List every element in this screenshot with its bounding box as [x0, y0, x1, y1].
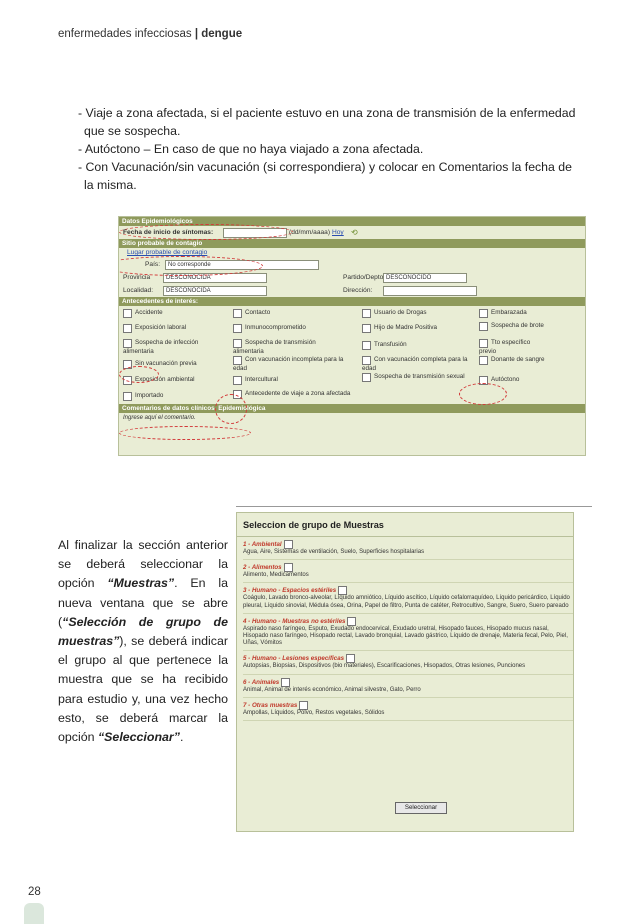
checkbox-hijo-madre-positiva[interactable]: Hijo de Madre Positiva [362, 324, 472, 333]
checkbox-sin-vacunacion[interactable]: Sin vacunación previa [123, 360, 233, 369]
comentario-input[interactable]: Ingrese aquí el comentario. [123, 415, 196, 421]
group-items: Animal, Animal de interés económico, Animal silvestre, Gato, Perro [243, 687, 573, 698]
bullet-line: la misma. [84, 178, 137, 192]
paragraph-text: Al finalizar la sección anterior se deberá seleccionar la opción [58, 538, 228, 591]
section-bar-comentarios: Comentarios de datos clínicos, Epidemiológica [119, 404, 585, 413]
provincia-label: Provincia [123, 274, 151, 281]
partido-select[interactable]: DESCONOCIDO [383, 273, 467, 283]
header-section: enfermedades infecciosas [58, 28, 192, 40]
group-checkbox[interactable] [338, 586, 347, 595]
antecedentes-grid [119, 306, 585, 404]
provincia-select[interactable]: DESCONOCIDA [163, 273, 267, 283]
bullet-line: que se sospecha. [84, 124, 181, 138]
hoy-link[interactable]: Hoy [332, 229, 344, 236]
group-checkbox[interactable] [346, 654, 355, 663]
comentario-row [119, 413, 585, 423]
bullet-line: - Viaje a zona afectada, si el paciente estuvo en una zona de transmisión de la enfermedad [78, 106, 576, 120]
group-items: Autopsias, Biopsias, Dispositivos (bio materiales), Escarificaciones, Hisopados, Otras lesiones, Punciones [243, 663, 573, 674]
bullet-list [78, 104, 588, 194]
sample-group-screenshot [236, 512, 574, 832]
sample-group-3 [237, 583, 573, 613]
sample-group-4 [237, 614, 573, 652]
checkbox-accidente[interactable]: Accidente [123, 309, 233, 318]
checkbox-importado[interactable]: Importado [123, 392, 233, 401]
checkbox-transmision-sexual[interactable]: Sospecha de transmisión sexual [362, 373, 477, 382]
checkbox-vacunacion-incompleta[interactable]: Con vacunación incompleta para la edad [233, 356, 344, 372]
term-seleccion-grupo: “Selección de grupo de muestras” [58, 614, 228, 649]
checkbox-vacunacion-completa[interactable]: Con vacunación completa para la edad [362, 356, 468, 372]
checkbox-viaje-zona-afectada[interactable]: Antecedente de viaje a zona afectada [233, 390, 353, 399]
paragraph-text: . En la nueva ventana que se abre ( [58, 576, 228, 629]
highlight-ellipse [119, 426, 251, 440]
checkbox-sospecha-brote[interactable]: Sospecha de brote [479, 322, 549, 331]
checkbox-tto-especifico[interactable]: Tto específico previo [479, 339, 531, 355]
sample-group-5 [237, 651, 573, 674]
highlight-ellipse [215, 394, 247, 424]
paragraph-text: ), se deberá indicar el grupo al que pertenece la muestra que se ha recibido para estudio y, una vez hecho esto, se deberá marcar la opción [58, 634, 228, 745]
group-items: Agua, Aire, Sistemas de ventilación, Suelo, Superficies hospitalarias [243, 549, 573, 560]
group-items: Alimento, Medicamentos [243, 572, 573, 583]
highlight-ellipse [459, 383, 507, 405]
group-items: Aspirado naso faríngeo, Esputo, Exudado endocervical, Exudado uretral, Hisopado fauces, Hisopado mucus nasal, Hisopado naso faríngeo, Hisopado rectal, Lavado bronquial, Lavado gástrico, Líquido de drenaje, Materia fecal, Pelo, Piel, Uñas, Vómitos [243, 626, 573, 652]
sample-group-7 [237, 698, 573, 721]
section-bar-epi: Datos Epidemiológicos [119, 217, 585, 226]
running-header [58, 28, 242, 40]
localidad-row [119, 284, 585, 297]
section-bar-antecedentes: Antecedentes de interés: [119, 297, 585, 306]
group-name: 4 - Humano - Muestras no estériles [243, 617, 346, 625]
group-checkbox[interactable] [284, 540, 293, 549]
highlight-ellipse [119, 366, 159, 383]
sample-group-1 [237, 537, 573, 560]
group-checkbox[interactable] [281, 678, 290, 687]
group-checkbox[interactable] [347, 617, 356, 626]
checkbox-autoctono[interactable]: Autóctono [479, 376, 549, 385]
header-separator: | [194, 28, 199, 40]
page-number: 28 [28, 886, 41, 898]
paragraph-text: . [179, 730, 184, 745]
partido-label: Partido/Depto [343, 274, 384, 281]
checkbox-exposicion-laboral[interactable]: Exposición laboral [123, 324, 233, 333]
group-checkbox[interactable] [284, 563, 293, 572]
localidad-select[interactable]: DESCONOCIDA [163, 286, 267, 296]
fecha-hint: (dd/mm/aaaa) [289, 229, 331, 236]
direccion-input[interactable] [383, 286, 477, 296]
group-name: 3 - Humano - Espacios estériles [243, 587, 337, 595]
lugar-link[interactable]: Lugar probable de contagio [127, 249, 208, 256]
header-topic: dengue [201, 28, 243, 40]
seleccionar-button[interactable]: Seleccionar [395, 802, 447, 814]
group-name: 6 - Animales [243, 678, 280, 686]
checkbox-intercultural[interactable]: Intercultural [233, 376, 343, 385]
term-muestras: “Muestras” [107, 576, 175, 591]
sample-group-2 [237, 560, 573, 583]
term-seleccionar: “Seleccionar” [97, 730, 180, 745]
group-checkbox[interactable] [299, 701, 308, 710]
group-name: 2 - Alimentos [243, 564, 282, 572]
checkbox-sospecha-transmision[interactable]: Sospecha de transmisión alimentaria [233, 339, 316, 355]
bullet-line: - Autóctono – En caso de que no haya viajado a zona afectada. [78, 142, 424, 156]
group-name: 1 - Ambiental [243, 541, 282, 548]
checkbox-transfusion[interactable]: Transfusión [362, 341, 472, 350]
sample-group-6 [237, 675, 573, 698]
checkbox-contacto[interactable]: Contacto [233, 309, 343, 318]
screenshot-top-rule [236, 506, 592, 507]
checkbox-embarazada[interactable]: Embarazada [479, 309, 579, 318]
highlight-ellipse [119, 224, 293, 240]
checkbox-inmunocomprometido[interactable]: Inmunocomprometido [233, 324, 343, 333]
group-name: 7 - Otras muestras [243, 701, 298, 709]
instruction-paragraph [58, 536, 228, 747]
fecha-label: Fecha de inicio de síntomas: [123, 229, 214, 236]
epidemiological-form-screenshot [118, 216, 586, 456]
checkbox-sospecha-infeccion[interactable]: Sospecha de infección alimentaria [123, 339, 199, 355]
sample-group-title: Seleccion de grupo de Muestras [243, 520, 384, 530]
localidad-label: Localidad: [123, 287, 154, 294]
pais-select[interactable]: No corresponde [165, 260, 319, 270]
checkbox-usuario-drogas[interactable]: Usuario de Drogas [362, 309, 472, 318]
group-items: Ampollas, Líquidos, Polvo, Restos vegetales, Sólidos [243, 710, 573, 721]
section-bar-sitio: Sitio probable de contagio [119, 239, 585, 248]
calendar-icon[interactable]: ⟲ [351, 228, 358, 237]
direccion-label: Dirección: [343, 287, 373, 294]
page-tab-decoration [24, 903, 44, 924]
checkbox-exposicion-ambiental[interactable]: Exposición ambiental [123, 376, 233, 385]
group-name: 5 - Humano - Lesiones específicas [243, 655, 345, 663]
group-items: Coágulo, Lavado bronco-alveolar, Líquido amniótico, Líquido ascítico, Líquido cefalorraquídeo, Líquido pericárdico, Líquido pleural, Líquido sinovial, Médula ósea, Orina, Papel de filtro, Punta de catéter, Retrocultivo, Sangre, Suero, Suero pareado [243, 595, 573, 613]
bullet-line: - Con Vacunación/sin vacunación (si correspondiera) y colocar en Comentarios la fecha de [78, 160, 572, 174]
checkbox-donante-sangre[interactable]: Donante de sangre [479, 356, 549, 365]
pais-label: País: [145, 261, 161, 268]
